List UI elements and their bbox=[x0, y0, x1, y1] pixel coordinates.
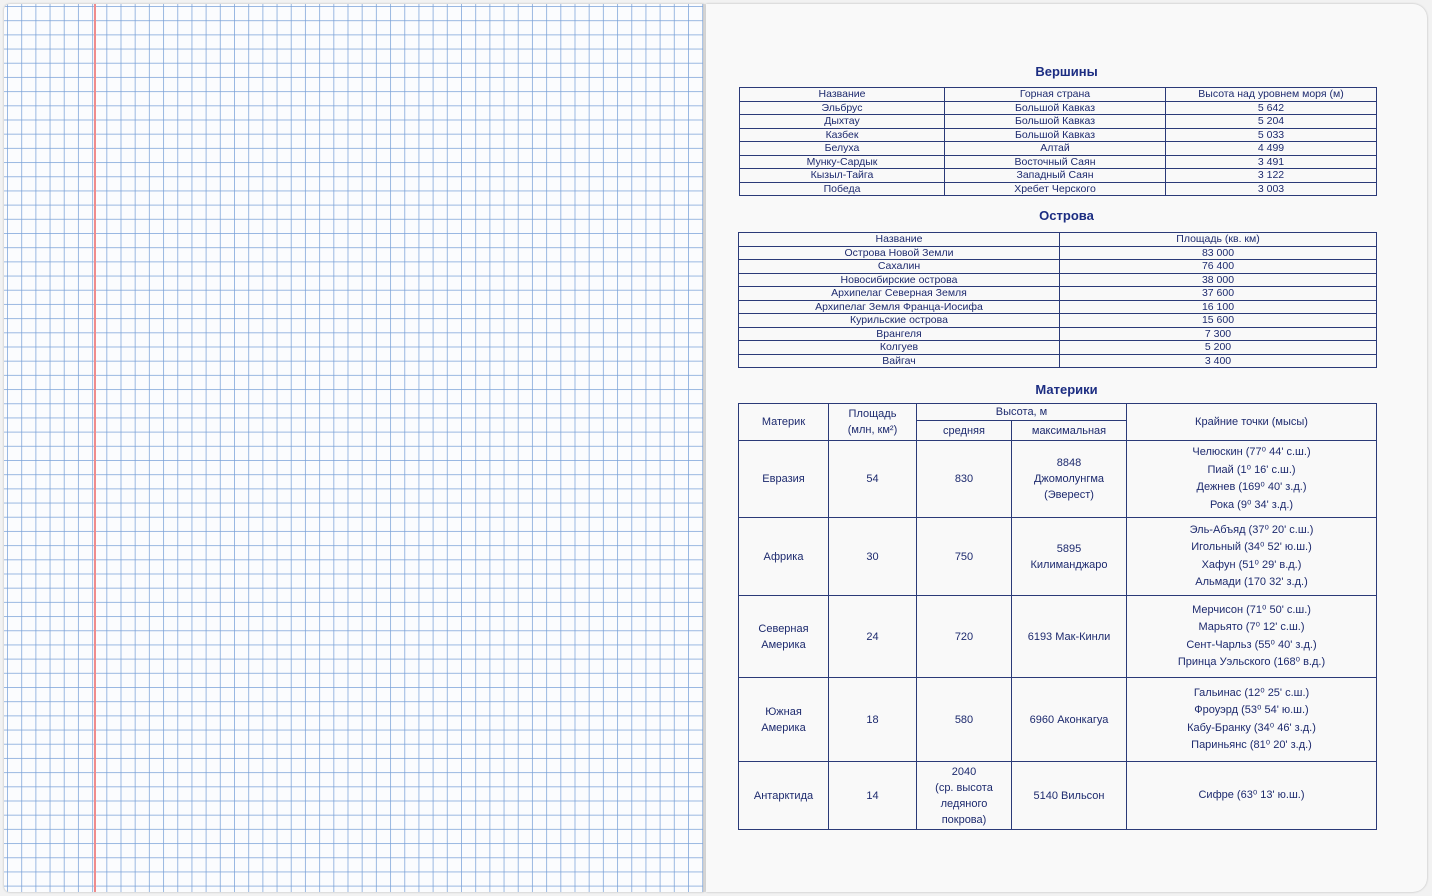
table-header-row bbox=[740, 88, 1377, 102]
reference-page bbox=[706, 4, 1427, 892]
table-row bbox=[739, 314, 1377, 328]
table-cell: Казбек bbox=[740, 128, 945, 142]
table-cell: 15 600 bbox=[1060, 314, 1377, 328]
table-cell: 83 000 bbox=[1060, 246, 1377, 260]
table-cell: Западный Саян bbox=[945, 169, 1166, 183]
continent-max-height-cell: 5895 Килиманджаро bbox=[1012, 518, 1127, 596]
table-cell: Кызыл-Тайга bbox=[740, 169, 945, 183]
peaks-header-cell: Горная страна bbox=[945, 88, 1166, 102]
table-row bbox=[740, 128, 1377, 142]
table-cell: Острова Новой Земли bbox=[739, 246, 1060, 260]
continent-avg-height-cell: 2040 (ср. высота ледяного покрова) bbox=[917, 762, 1012, 830]
table-row bbox=[739, 678, 1377, 762]
header-height-max: максимальная bbox=[1012, 421, 1127, 441]
continent-extreme-points-cell: Челюскин (77⁰ 44' с.ш.) Пиай (1⁰ 16' с.ш.) Дежнев (169⁰ 40' з.д.) Рока (9⁰ 34' з.д.) bbox=[1127, 441, 1377, 518]
islands-header-cell: Название bbox=[739, 233, 1060, 247]
table-cell: 4 499 bbox=[1166, 142, 1377, 156]
table-cell: 3 122 bbox=[1166, 169, 1377, 183]
table-row bbox=[739, 441, 1377, 518]
peaks-header-cell: Высота над уровнем моря (м) bbox=[1166, 88, 1377, 102]
table-cell: Восточный Саян bbox=[945, 155, 1166, 169]
table-cell: 37 600 bbox=[1060, 287, 1377, 301]
continent-area-cell: 24 bbox=[829, 596, 917, 678]
table-cell: Врангеля bbox=[739, 327, 1060, 341]
table-cell: 5 642 bbox=[1166, 101, 1377, 115]
table-cell: Большой Кавказ bbox=[945, 128, 1166, 142]
table-cell: 16 100 bbox=[1060, 300, 1377, 314]
table-cell: 3 003 bbox=[1166, 182, 1377, 196]
continent-name-cell: Южная Америка bbox=[739, 678, 829, 762]
continent-name-cell: Африка bbox=[739, 518, 829, 596]
header-area: Площадь (млн, км²) bbox=[829, 404, 917, 441]
table-cell: Колгуев bbox=[739, 341, 1060, 355]
continent-name-cell: Антарктида bbox=[739, 762, 829, 830]
continent-avg-height-cell: 830 bbox=[917, 441, 1012, 518]
continent-area-cell: 54 bbox=[829, 441, 917, 518]
islands-header-cell: Площадь (кв. км) bbox=[1060, 233, 1377, 247]
continent-max-height-cell: 6193 Мак-Кинли bbox=[1012, 596, 1127, 678]
table-row bbox=[739, 341, 1377, 355]
continent-area-cell: 18 bbox=[829, 678, 917, 762]
table-cell: Хребет Черского bbox=[945, 182, 1166, 196]
continents-table bbox=[738, 403, 1377, 830]
table-row bbox=[740, 155, 1377, 169]
table-cell: Вайгач bbox=[739, 354, 1060, 368]
header-continent: Материк bbox=[739, 404, 829, 441]
header-height-avg: средняя bbox=[917, 421, 1012, 441]
table-cell: 3 400 bbox=[1060, 354, 1377, 368]
table-cell: Эльбрус bbox=[740, 101, 945, 115]
table-row bbox=[740, 101, 1377, 115]
table-row bbox=[739, 273, 1377, 287]
table-cell: 5 200 bbox=[1060, 341, 1377, 355]
continent-extreme-points-cell: Эль-Абъяд (37⁰ 20' с.ш.) Игольный (34⁰ 52' ю.ш.) Хафун (51⁰ 29' в.д.) Альмади (170 32' з.д.) bbox=[1127, 518, 1377, 596]
table-cell: 5 033 bbox=[1166, 128, 1377, 142]
continent-max-height-cell: 5140 Вильсон bbox=[1012, 762, 1127, 830]
continent-max-height-cell: 8848 Джомолунгма (Эверест) bbox=[1012, 441, 1127, 518]
margin-line bbox=[94, 4, 96, 892]
table-cell: Новосибирские острова bbox=[739, 273, 1060, 287]
grid-page bbox=[4, 4, 704, 892]
table-row bbox=[740, 182, 1377, 196]
continent-max-height-cell: 6960 Аконкагуа bbox=[1012, 678, 1127, 762]
table-cell: Большой Кавказ bbox=[945, 101, 1166, 115]
continent-area-cell: 30 bbox=[829, 518, 917, 596]
table-row bbox=[739, 300, 1377, 314]
header-extreme-points: Крайние точки (мысы) bbox=[1127, 404, 1377, 441]
continent-extreme-points-cell: Мерчисон (71⁰ 50' с.ш.) Марьято (7⁰ 12' с.ш.) Сент-Чарльз (55⁰ 40' з.д.) Принца Уэльского (168⁰ в.д.) bbox=[1127, 596, 1377, 678]
table-row bbox=[739, 327, 1377, 341]
table-row bbox=[739, 354, 1377, 368]
table-row bbox=[740, 115, 1377, 129]
table-row bbox=[740, 169, 1377, 183]
islands-title: Острова bbox=[1039, 208, 1094, 223]
table-cell: Курильские острова bbox=[739, 314, 1060, 328]
table-cell: 7 300 bbox=[1060, 327, 1377, 341]
islands-table bbox=[738, 232, 1377, 368]
table-cell: Алтай bbox=[945, 142, 1166, 156]
table-cell: 38 000 bbox=[1060, 273, 1377, 287]
peaks-title: Вершины bbox=[1035, 64, 1098, 79]
table-row bbox=[739, 246, 1377, 260]
peaks-header-cell: Название bbox=[740, 88, 945, 102]
continent-extreme-points-cell: Гальинас (12⁰ 25' с.ш.) Фроуэрд (53⁰ 54' ю.ш.) Кабу-Бранку (34⁰ 46' з.д.) Париньянс (81⁰ 20' з.д.) bbox=[1127, 678, 1377, 762]
table-row bbox=[739, 762, 1377, 830]
table-row bbox=[739, 596, 1377, 678]
table-cell: Сахалин bbox=[739, 260, 1060, 274]
table-cell: Мунку-Сардык bbox=[740, 155, 945, 169]
continent-area-cell: 14 bbox=[829, 762, 917, 830]
continent-avg-height-cell: 580 bbox=[917, 678, 1012, 762]
continent-avg-height-cell: 750 bbox=[917, 518, 1012, 596]
continent-extreme-points-cell: Сифре (63⁰ 13' ю.ш.) bbox=[1127, 762, 1377, 830]
table-row bbox=[739, 287, 1377, 301]
table-cell: Белуха bbox=[740, 142, 945, 156]
table-cell: Архипелаг Северная Земля bbox=[739, 287, 1060, 301]
table-row bbox=[739, 260, 1377, 274]
header-height: Высота, м bbox=[917, 404, 1127, 421]
table-cell: Дыхтау bbox=[740, 115, 945, 129]
table-header-row bbox=[739, 233, 1377, 247]
peaks-table bbox=[739, 87, 1377, 196]
continents-title: Материки bbox=[1035, 382, 1098, 397]
table-cell: Большой Кавказ bbox=[945, 115, 1166, 129]
continent-name-cell: Евразия bbox=[739, 441, 829, 518]
table-cell: Архипелаг Земля Франца-Иосифа bbox=[739, 300, 1060, 314]
continent-name-cell: Северная Америка bbox=[739, 596, 829, 678]
table-cell: Победа bbox=[740, 182, 945, 196]
table-row bbox=[739, 518, 1377, 596]
table-cell: 3 491 bbox=[1166, 155, 1377, 169]
table-cell: 76 400 bbox=[1060, 260, 1377, 274]
table-row bbox=[740, 142, 1377, 156]
table-cell: 5 204 bbox=[1166, 115, 1377, 129]
continent-avg-height-cell: 720 bbox=[917, 596, 1012, 678]
